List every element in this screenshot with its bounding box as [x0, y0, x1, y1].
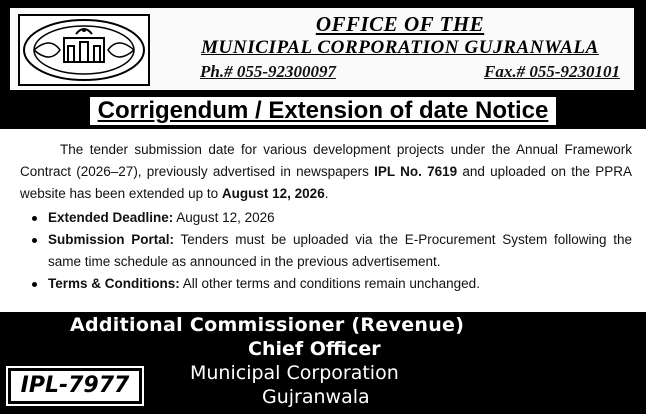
bullet-text: All other terms and conditions remain unchanged.	[179, 276, 480, 291]
intro-text-2: and uploaded on the PPRA website has been extended up to	[20, 164, 633, 201]
notice-title-bar	[0, 95, 646, 127]
list-item	[20, 207, 632, 229]
signatory-title: Additional Commissioner (Revenue)	[70, 314, 465, 336]
office-name: MUNICIPAL CORPORATION GUJRANWALA	[201, 37, 599, 58]
intro-extended-date: August 12, 2026	[221, 186, 325, 201]
notice-body	[0, 129, 646, 312]
office-title: OFFICE OF THE	[315, 12, 485, 36]
organization-city: Gujranwala	[262, 386, 370, 408]
intro-end: .	[324, 186, 329, 201]
municipal-seal-icon	[18, 14, 150, 86]
bullet-text: Tenders must be uploaded via the E-Procurement System following the same time schedule as announced in the previous advertisement.	[48, 232, 632, 269]
bullet-text: August 12, 2026	[173, 210, 275, 225]
intro-text-1: The tender submission date for various development projects under the Annual Framework Contract (2026–27), previously advertised in newspapers	[20, 142, 632, 179]
signatory-designation: Chief Officer	[248, 338, 381, 360]
list-item	[20, 273, 632, 295]
bullet-label: Submission Portal:	[48, 232, 174, 247]
list-item	[20, 229, 632, 273]
bullet-label: Terms & Conditions:	[48, 276, 180, 291]
contact-line	[200, 62, 620, 82]
bullet-label: Extended Deadline:	[48, 210, 174, 225]
notice-title: Corrigendum / Extension of date Notice	[90, 97, 557, 125]
ipl-code-badge: IPL-7977	[8, 368, 142, 404]
intro-paragraph	[20, 139, 632, 205]
signature-block	[0, 312, 646, 414]
fax-number: Fax.# 055-9230101	[484, 62, 620, 81]
details-list	[20, 207, 632, 295]
phone-number: Ph.# 055-92300097	[200, 62, 336, 81]
header-box	[8, 6, 636, 92]
intro-ipl-ref: IPL No. 7619	[374, 164, 458, 179]
organization-name: Municipal Corporation	[190, 362, 399, 384]
